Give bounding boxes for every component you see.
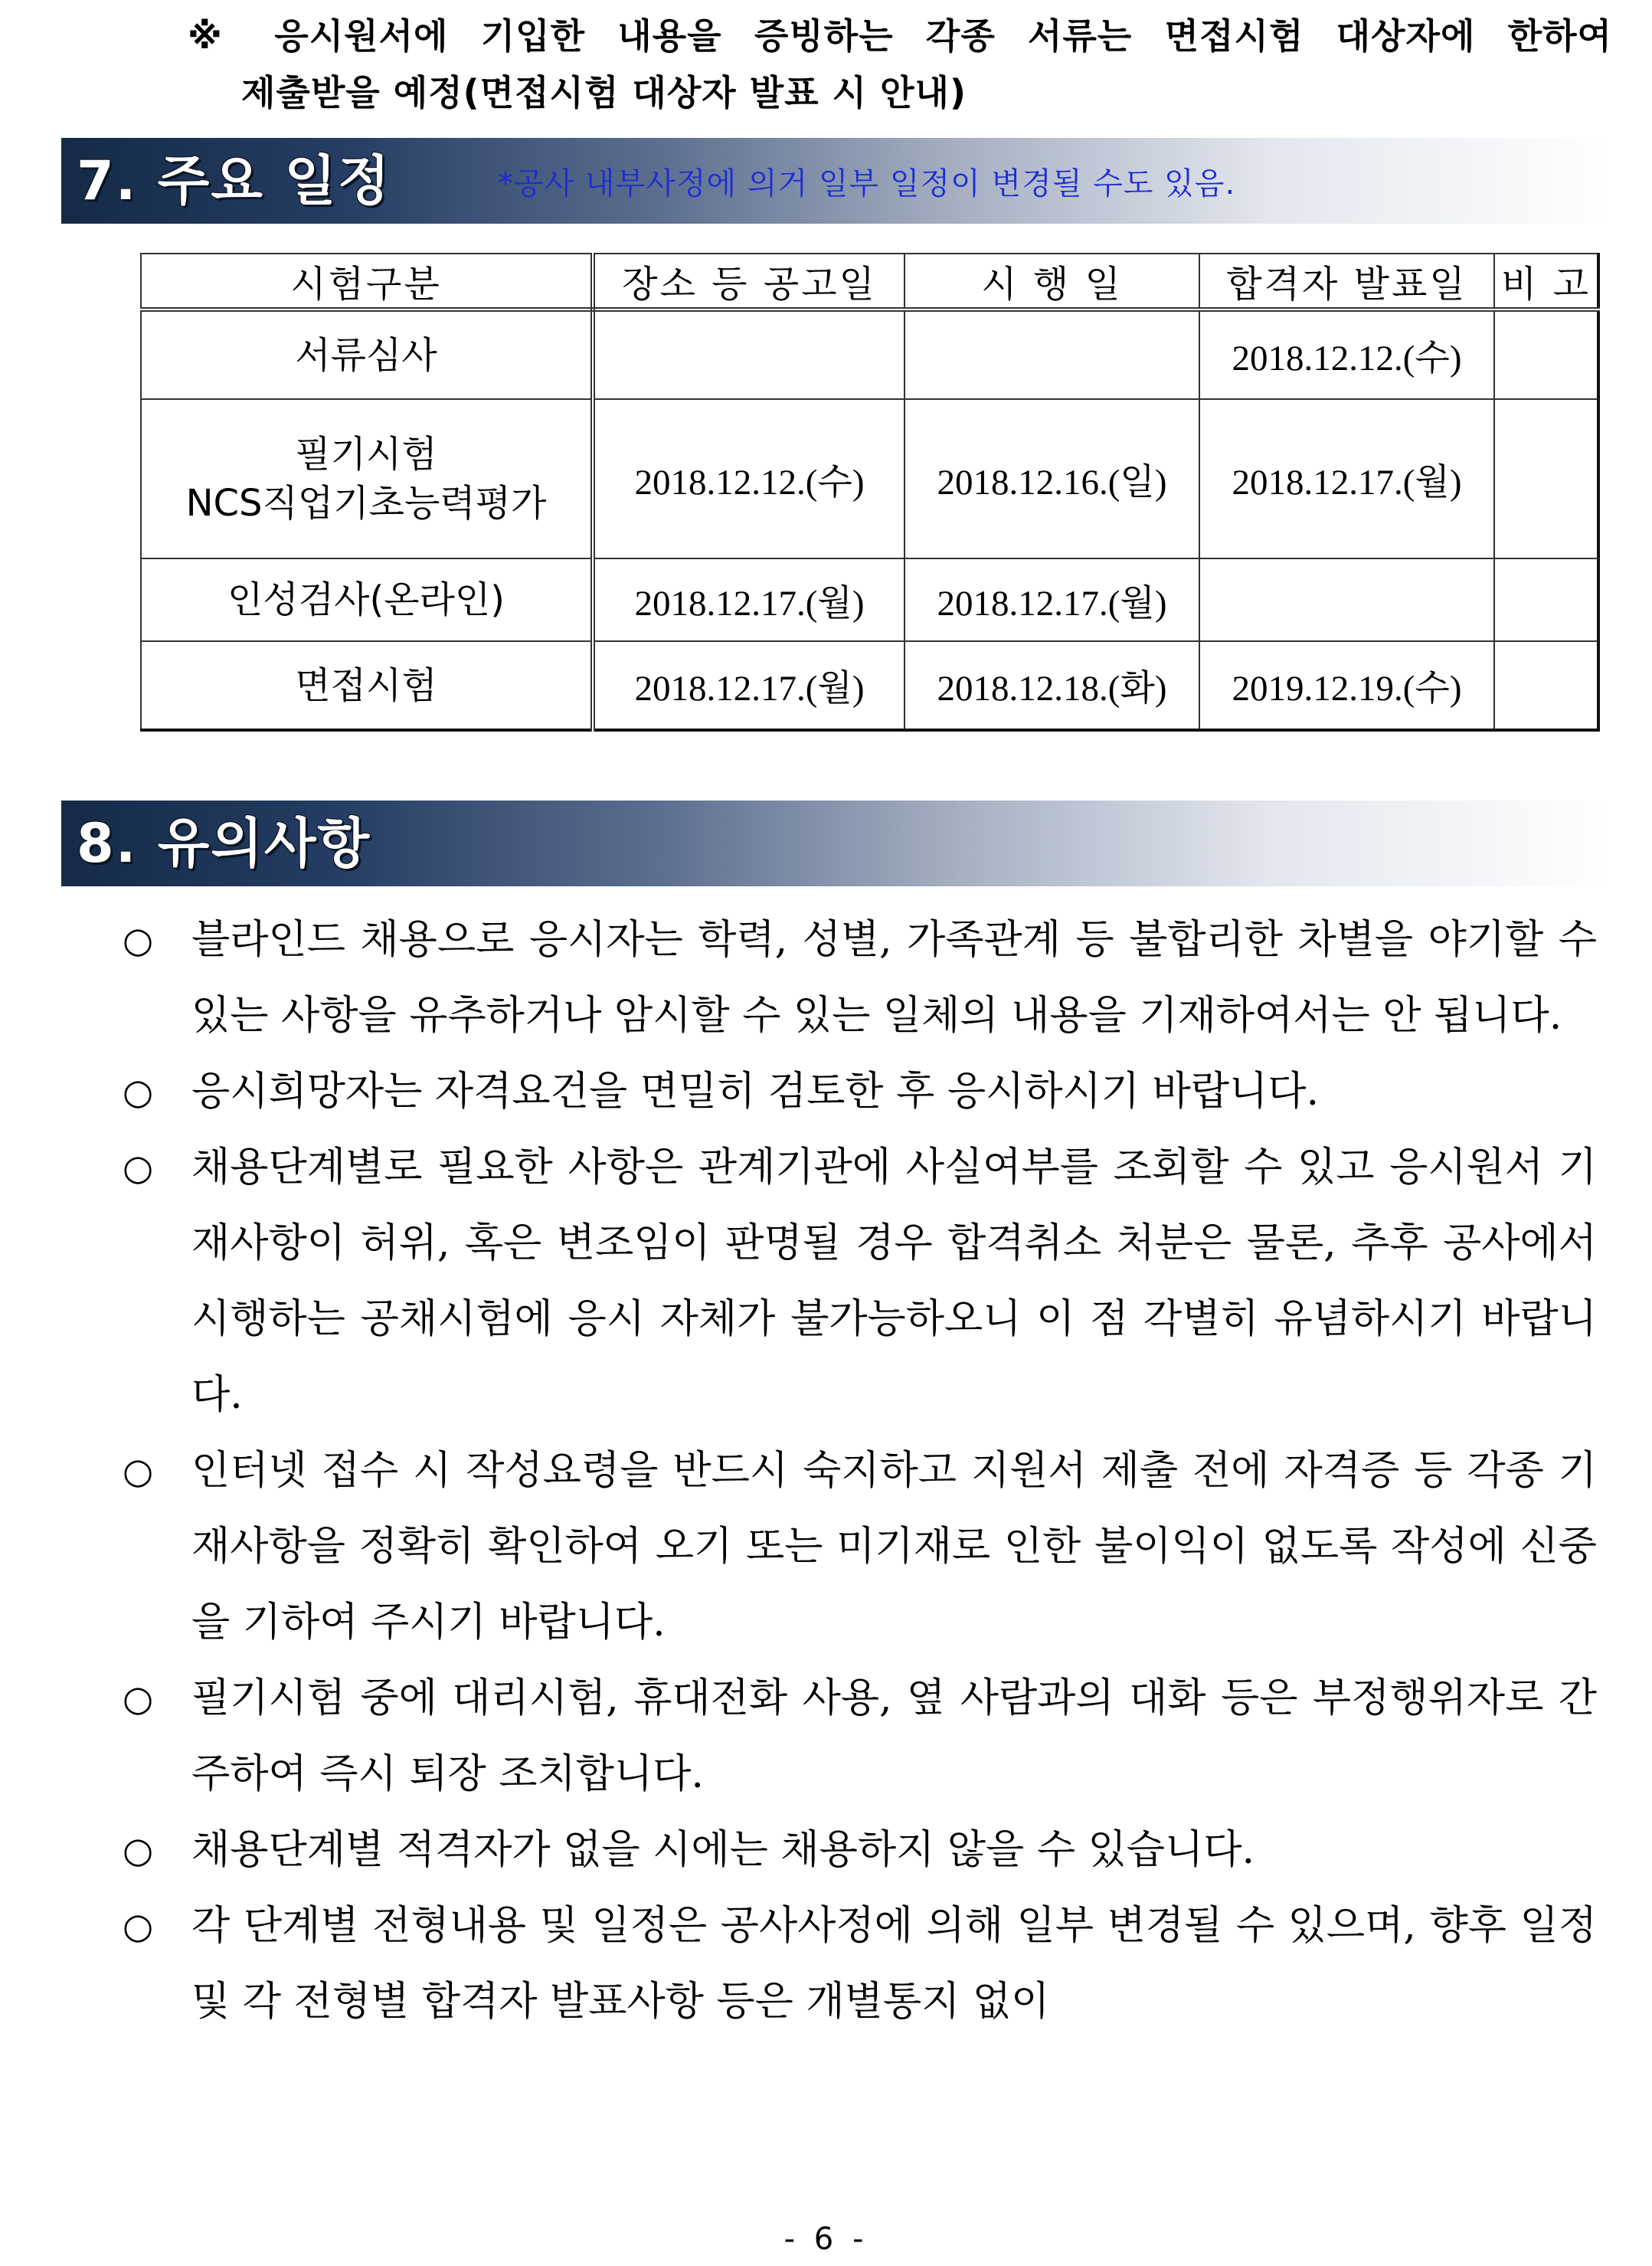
exam-cell: 2018.12.16.(일) bbox=[905, 399, 1199, 558]
row-label bbox=[141, 309, 593, 399]
circle-bullet-icon: ○ bbox=[123, 1829, 154, 1871]
note-line-1: ※ 응시원서에 기입한 내용을 증빙하는 각종 서류는 면접시험 대상자에 한하여 bbox=[188, 15, 1612, 57]
note-line-2: 제출받을 예정(면접시험 대상자 발표 시 안내) bbox=[241, 72, 967, 113]
exam-cell bbox=[905, 309, 1199, 399]
notice-cell: 2018.12.12.(수) bbox=[593, 399, 905, 558]
notice-cell: 2018.12.17.(월) bbox=[593, 641, 905, 730]
section-7-header bbox=[61, 138, 1612, 224]
list-item bbox=[123, 1130, 1597, 1433]
row-label-text: 인성검사(온라인) bbox=[227, 578, 505, 621]
table-row bbox=[141, 399, 1598, 558]
exam-cell: 2018.12.17.(월) bbox=[905, 558, 1199, 641]
circle-bullet-icon: ○ bbox=[123, 1071, 154, 1112]
list-item-text: 채용단계별 적격자가 없을 시에는 채용하지 않을 수 있습니다. bbox=[191, 1827, 1255, 1873]
list-item-text: 각 단계별 전형내용 및 일정은 공사사정에 의해 일부 변경될 수 있으며, 향후 일정 및 각 전형별 합격자 발표사항 등은 개별통지 없이 bbox=[191, 1903, 1597, 2025]
notice-list bbox=[123, 902, 1597, 2040]
exam-cell: 2018.12.18.(화) bbox=[905, 641, 1199, 730]
header-exam-type: 시험구분 bbox=[141, 254, 593, 309]
result-cell: 2018.12.17.(월) bbox=[1199, 399, 1494, 558]
row-label-text: 면접시험 bbox=[295, 663, 437, 707]
circle-bullet-icon: ○ bbox=[123, 1450, 154, 1492]
schedule-header-row bbox=[141, 254, 1598, 309]
remark-cell bbox=[1494, 641, 1598, 730]
remark-cell bbox=[1494, 399, 1598, 558]
circle-bullet-icon: ○ bbox=[123, 1678, 154, 1719]
row-label bbox=[141, 641, 593, 730]
row-label bbox=[141, 558, 593, 641]
circle-bullet-icon: ○ bbox=[123, 919, 154, 961]
row-label-text: 서류심사 bbox=[295, 333, 437, 377]
circle-bullet-icon: ○ bbox=[123, 1905, 154, 1947]
section-8-title: 8. 유의사항 bbox=[77, 812, 371, 875]
list-item-text: 채용단계별로 필요한 사항은 관계기관에 사실여부를 조회할 수 있고 응시원서 기재사항이 허위, 혹은 변조임이 판명될 경우 합격취소 처분은 물론, 추후 공사에서 시행하는 공채시험에 응시 자체가 불가능하오니 이 점 각별히 유념하시기 바랍니다. bbox=[191, 1144, 1597, 1418]
table-row bbox=[141, 309, 1598, 399]
list-item bbox=[123, 1433, 1597, 1661]
result-cell: 2019.12.19.(수) bbox=[1199, 641, 1494, 730]
evidence-note bbox=[188, 8, 1612, 121]
row-label bbox=[141, 399, 593, 558]
row-label-subtext: NCS직업기초능력평가 bbox=[185, 482, 547, 525]
notice-cell: 2018.12.17.(월) bbox=[593, 558, 905, 641]
header-remark: 비 고 bbox=[1494, 254, 1598, 309]
section-7-subtitle: *공사 내부사정에 의거 일부 일정이 변경될 수도 있음. bbox=[498, 166, 1236, 201]
header-result-date: 합격자 발표일 bbox=[1199, 254, 1494, 309]
list-item bbox=[123, 1054, 1597, 1130]
table-row bbox=[141, 558, 1598, 641]
result-cell: 2018.12.12.(수) bbox=[1199, 309, 1494, 399]
list-item-text: 응시희망자는 자격요건을 면밀히 검토한 후 응시하시기 바랍니다. bbox=[191, 1069, 1319, 1115]
notice-cell bbox=[593, 309, 905, 399]
schedule-table bbox=[140, 253, 1600, 732]
circle-bullet-icon: ○ bbox=[123, 1147, 154, 1188]
list-item bbox=[123, 1661, 1597, 1812]
row-label-text: 필기시험 bbox=[295, 433, 437, 476]
list-item-text: 블라인드 채용으로 응시자는 학력, 성별, 가족관계 등 불합리한 차별을 야기할 수 있는 사항을 유추하거나 암시할 수 있는 일체의 내용을 기재하여서는 안 됩니다. bbox=[191, 917, 1597, 1039]
section-8-header bbox=[61, 801, 1612, 886]
list-item-text: 인터넷 접수 시 작성요령을 반드시 숙지하고 지원서 제출 전에 자격증 등 각종 기재사항을 정확히 확인하여 오기 또는 미기재로 인한 불이익이 없도록 작성에 신중을 기하여 주시기 바랍니다. bbox=[191, 1448, 1597, 1645]
remark-cell bbox=[1494, 309, 1598, 399]
header-exam-date: 시 행 일 bbox=[905, 254, 1199, 309]
header-notice-date: 장소 등 공고일 bbox=[593, 254, 905, 309]
remark-cell bbox=[1494, 558, 1598, 641]
section-7-title: 7. 주요 일정 bbox=[77, 149, 391, 212]
table-row bbox=[141, 641, 1598, 730]
page-number: - 6 - bbox=[783, 2222, 869, 2257]
list-item bbox=[123, 1888, 1597, 2040]
result-cell bbox=[1199, 558, 1494, 641]
list-item bbox=[123, 1812, 1597, 1888]
list-item-text: 필기시험 중에 대리시험, 휴대전화 사용, 옆 사람과의 대화 등은 부정행위자로 간주하여 즉시 퇴장 조치합니다. bbox=[191, 1675, 1597, 1797]
list-item bbox=[123, 902, 1597, 1054]
